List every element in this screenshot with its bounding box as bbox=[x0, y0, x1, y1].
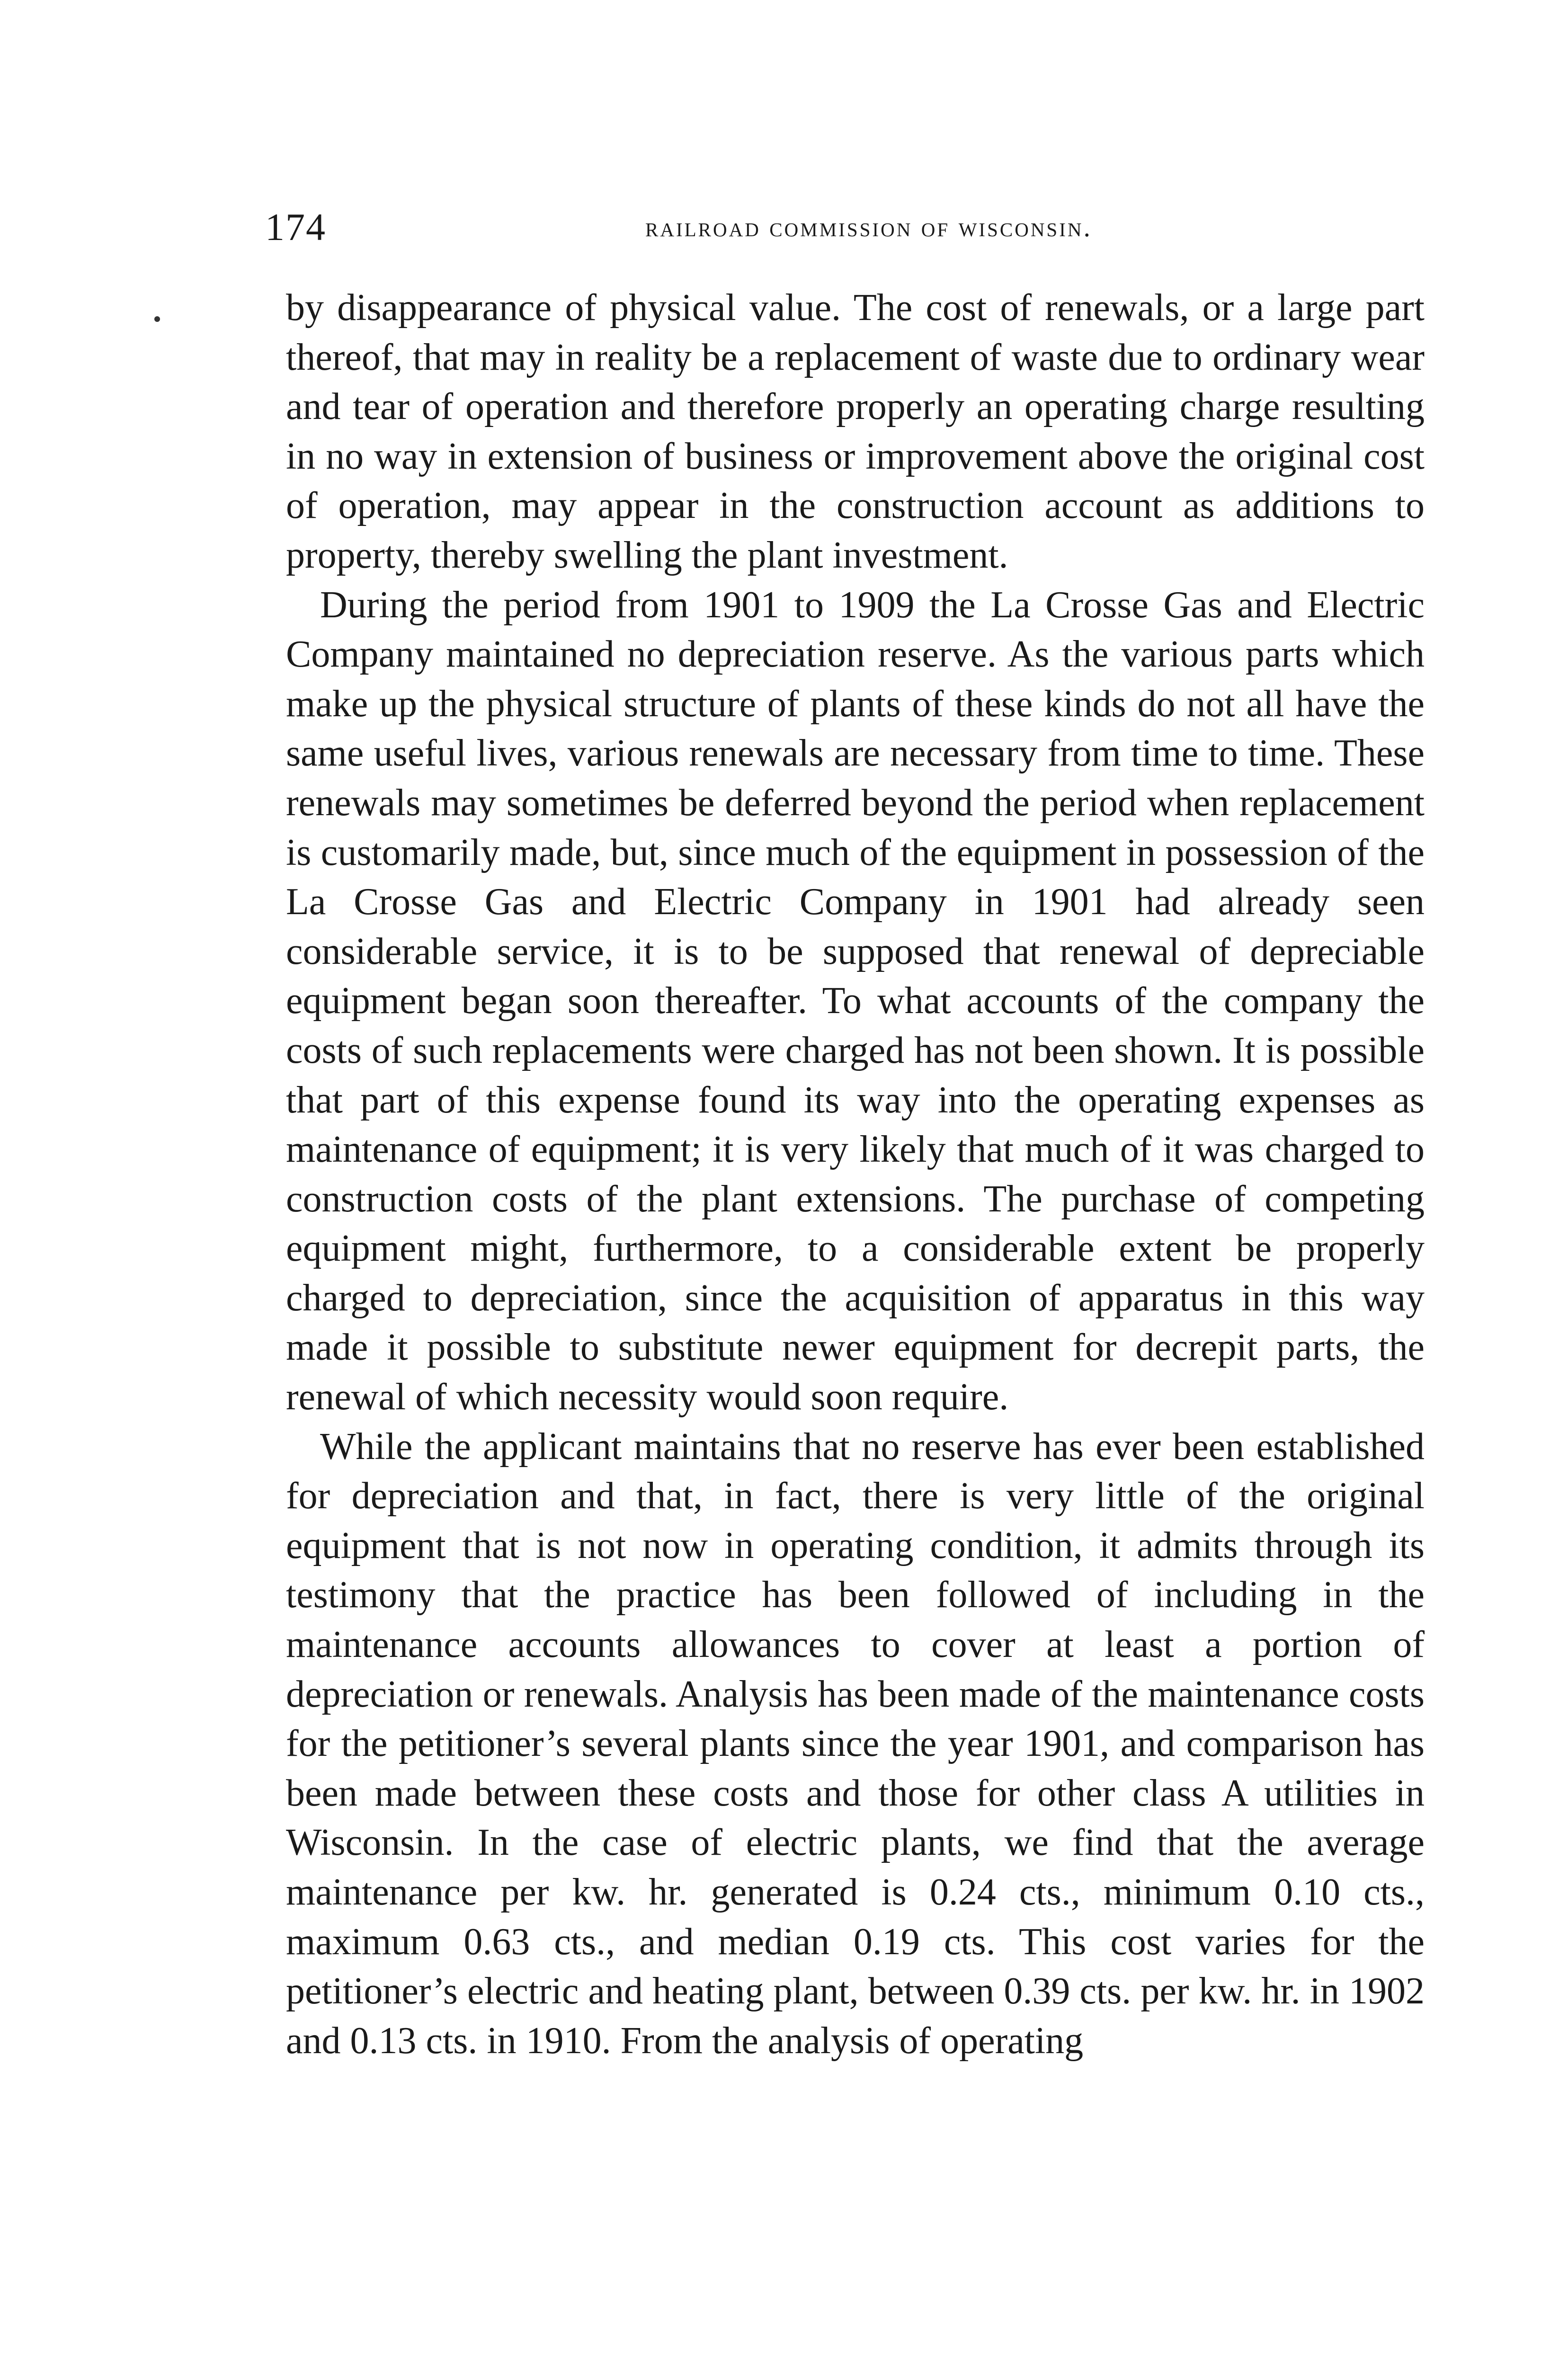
body-text bbox=[286, 283, 1425, 2065]
paragraph: by disappearance of physical value. The cost of renewals, or a large part thereof, that may in reality be a replacement of waste due to ordinary wear and tear of operation and therefore properly an operating charge resulting in no way in extension of business or improvement above the original cost of operation, may appear in the construction account as additions to property, thereby swelling the plant investment. bbox=[286, 287, 1425, 576]
page-header bbox=[265, 199, 1434, 256]
paragraph: During the period from 1901 to 1909 the La Crosse Gas and Electric Company maintained no depreciation reserve. As the various parts which make up the physical structure of plants of these kinds do not all have the same useful lives, various renewals are necessary from time to time. These renewals may sometimes be deferred beyond the period when replacement is customarily made, but, since much of the equipment in possession of the La Crosse Gas and Electric Company in 1901 had already seen considerable service, it is to be supposed that renewal of depreciable equipment began soon thereafter. To what accounts of the company the costs of such replacements were charged has not been shown. It is possible that part of this expense found its way into the operating expenses as maintenance of equipment; it is very likely that much of it was charged to construction costs of the plant extensions. The purchase of competing equipment might, furthermore, to a considerable extent be properly charged to depreciation, since the acquisition of apparatus in this way made it possible to substitute newer equipment for decrepit parts, the renewal of which necessity would soon require. bbox=[286, 584, 1425, 1418]
margin-mark bbox=[154, 316, 160, 322]
page-number: 174 bbox=[265, 205, 326, 249]
running-head: railroad commission of wisconsin. bbox=[645, 212, 1092, 242]
paragraph: While the applicant maintains that no reserve has ever been established for depreciation and that, in fact, there is very little of the original equipment that is not now in operating condition, it admits through its testimony that the practice has been followed of including in the maintenance accounts allowances to cover at least a portion of depreciation or renewals. Analysis has been made of the maintenance costs for the petitioner’s several plants since the year 1901, and comparison has been made between these costs and those for other class A utilities in Wisconsin. In the case of electric plants, we find that the average maintenance per kw. hr. generated is 0.24 cts., minimum 0.10 cts., maximum 0.63 cts., and median 0.19 cts. This cost varies for the petitioner’s electric and heating plant, between 0.39 cts. per kw. hr. in 1902 and 0.13 cts. in 1910. From the analysis of operating bbox=[286, 1425, 1425, 2062]
